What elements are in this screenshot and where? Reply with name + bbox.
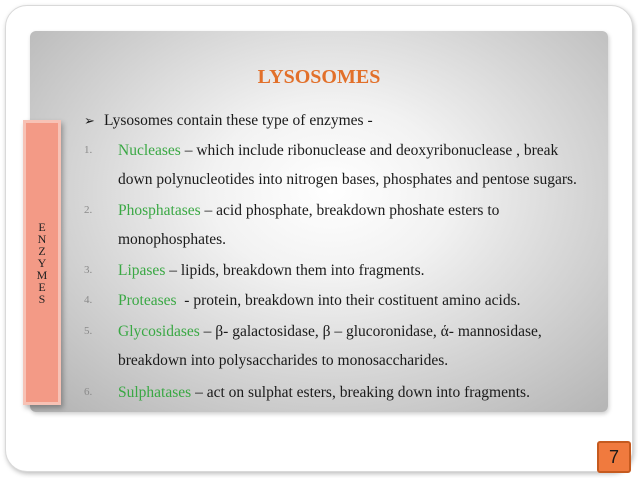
side-letter: M — [36, 267, 48, 282]
item-number: 3. — [84, 264, 93, 276]
side-letter: E — [38, 279, 46, 294]
enzyme-term: Nucleases — [118, 142, 181, 159]
slide-title: LYSOSOMES — [257, 66, 381, 88]
item-line — [118, 202, 499, 220]
arrow-bullet-icon: ➢ — [84, 113, 95, 128]
enzymes-side-tab — [23, 120, 61, 405]
item-line-2: breakdown into polysaccharides to monosaccharides. — [118, 352, 449, 369]
enzyme-term: Proteases — [118, 292, 177, 309]
enzyme-term: Glycosidases — [118, 323, 200, 340]
intro-text: Lysosomes contain these type of enzymes - — [104, 112, 373, 129]
item-text: – acid phosphate, breakdown phoshate esters to — [200, 202, 500, 219]
item-text: – lipids, breakdown them into fragments. — [165, 262, 425, 279]
side-letter: Y — [37, 255, 47, 270]
item-line — [118, 384, 530, 402]
side-letter: S — [38, 291, 46, 306]
item-number: 4. — [84, 294, 93, 306]
enzyme-term: Sulphatases — [118, 384, 192, 401]
item-number: 2. — [84, 204, 93, 216]
item-line — [118, 323, 542, 341]
item-number: 5. — [84, 325, 93, 337]
page-number-badge: 7 — [597, 441, 631, 473]
enzyme-term: Phosphatases — [118, 202, 201, 219]
item-line-2: down polynucleotides into nitrogen bases, phosphates and pentose sugars. — [118, 171, 577, 188]
side-letter: Z — [38, 243, 46, 258]
item-line — [118, 292, 520, 310]
item-number: 6. — [84, 386, 93, 398]
item-text: – which include ribonuclease and deoxyribonuclease , break — [180, 142, 559, 159]
item-number: 1. — [84, 144, 93, 156]
item-line-2: monophosphates. — [118, 231, 227, 248]
side-letter: E — [38, 219, 46, 234]
side-letter: N — [37, 231, 47, 246]
item-text: – act on sulphat esters, breaking down into fragments. — [191, 384, 530, 401]
item-line — [118, 142, 558, 160]
intro-line — [84, 112, 373, 130]
item-line — [118, 262, 425, 280]
item-text: – β- galactosidase, β – glucoronidase, ά- mannosidase, — [199, 323, 542, 340]
enzyme-term: Lipases — [118, 262, 166, 279]
item-text: - protein, breakdown into their costituent amino acids. — [176, 292, 521, 309]
